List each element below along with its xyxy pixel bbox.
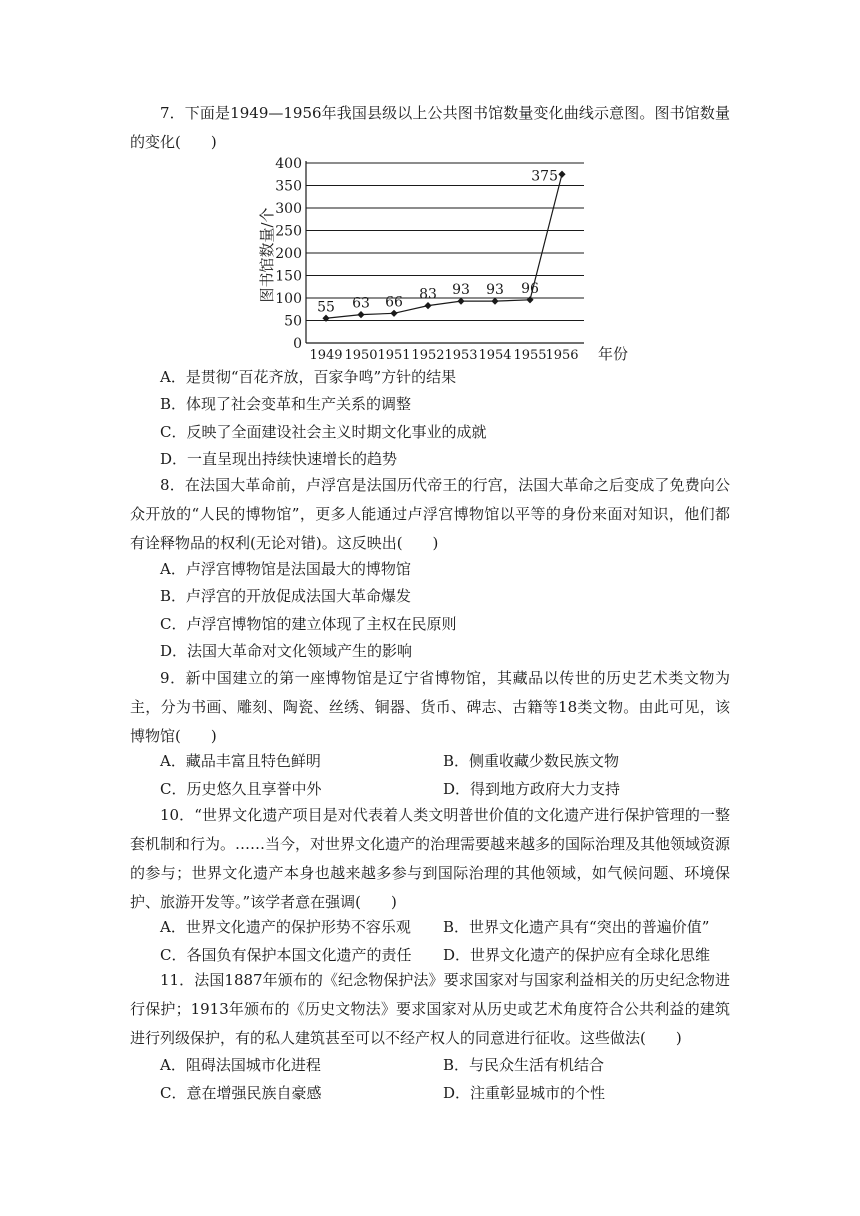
x-tick-label: 1952 <box>411 348 445 363</box>
data-point <box>558 171 565 178</box>
y-tick-label: 200 <box>275 246 302 262</box>
data-point <box>357 311 364 318</box>
data-point <box>457 298 464 305</box>
question-7-stem: 7．下面是1949—1956年我国县级以上公共图书馆数量变化曲线示意图。图书馆数量的变化( ) <box>130 104 730 151</box>
question-10-option-a: A．世界文化遗产的保护形势不容乐观 <box>160 918 411 936</box>
question-11-option-c: C．意在增强民族自豪感 <box>160 1084 322 1102</box>
library-count-chart <box>0 150 860 370</box>
data-point <box>390 310 397 317</box>
question-9-option-c: C．历史悠久且享誉中外 <box>160 780 322 798</box>
x-tick-label: 1955 <box>513 348 547 363</box>
x-tick-label: 1956 <box>545 348 579 363</box>
question-9-option-b: B．侧重收藏少数民族文物 <box>443 752 620 770</box>
x-tick-label: 1954 <box>478 348 512 363</box>
question-7-option-b: B．体现了社会变革和生产关系的调整 <box>160 395 412 413</box>
question-9-stem: 9．新中国建立的第一座博物馆是辽宁省博物馆，其藏品以传世的历史艺术类文物为主，分为书画、雕刻、陶瓷、丝绣、铜器、货币、碑志、古籍等18类文物。由此可见，该博物馆( ) <box>130 669 730 745</box>
y-tick-labels <box>275 156 302 352</box>
x-axis-label: 年份 <box>598 345 629 363</box>
x-tick-labels <box>309 348 578 363</box>
data-label: 375 <box>531 168 558 185</box>
data-point <box>424 302 431 309</box>
y-tick-label: 150 <box>275 268 302 285</box>
question-9-option-d: D．得到地方政府大力支持 <box>443 780 621 798</box>
data-label: 66 <box>385 294 403 311</box>
question-11-option-d: D．注重彰显城市的个性 <box>443 1084 606 1102</box>
question-11-stem: 11．法国1887年颁布的《纪念物保护法》要求国家对与国家利益相关的历史纪念物进行保护；1913年颁布的《历史文物法》要求国家对从历史或艺术角度符合公共利益的建筑进行列级保护，有的私人建筑甚至可以不经产权人的同意进行征收。这些做法( ) <box>130 971 730 1047</box>
data-label: 96 <box>521 280 539 297</box>
question-8-option-c: C．卢浮宫博物馆的建立体现了主权在民原则 <box>160 615 457 633</box>
y-tick-label: 300 <box>275 201 302 217</box>
question-8-option-b: B．卢浮宫的开放促成法国大革命爆发 <box>160 587 412 605</box>
x-tick-label: 1953 <box>444 348 478 363</box>
question-8-stem: 8．在法国大革命前，卢浮宫是法国历代帝王的行宫，法国大革命之后变成了免费向公众开放的“人民的博物馆”，更多人能通过卢浮宫博物馆以平等的身份来面对知识，他们都有诠释物品的权利(无论对错)。这反映出( ) <box>130 476 730 552</box>
data-labels <box>317 168 558 315</box>
question-7-option-a: A．是贯彻“百花齐放，百家争鸣”方针的结果 <box>160 368 457 386</box>
chart-gridlines <box>306 163 584 321</box>
x-tick-label: 1951 <box>377 348 411 363</box>
data-label: 55 <box>317 299 335 316</box>
question-11-option-b: B．与民众生活有机结合 <box>443 1056 605 1074</box>
x-tick-label: 1950 <box>344 348 378 363</box>
question-8-option-d: D．法国大革命对文化领域产生的影响 <box>160 642 413 660</box>
data-label: 63 <box>352 295 370 312</box>
question-10-stem: 10．“世界文化遗产项目是对代表着人类文明普世价值的文化遗产进行保护管理的一整套机制和行为。……当今，对世界文化遗产的治理需要越来越多的国际治理及其他领域资源的参与；世界文化遗产本身也越来越多参与到国际治理的其他领域，如气候问题、环境保护、旅游开发等。”该学者意在强调( ) <box>130 806 731 911</box>
y-tick-label: 350 <box>275 178 302 195</box>
question-7-option-d: D．一直呈现出持续快速增长的趋势 <box>160 450 398 468</box>
question-10-option-d: D．世界文化遗产的保护应有全球化思维 <box>443 946 711 964</box>
question-7-option-c: C．反映了全面建设社会主义时期文化事业的成就 <box>160 423 487 441</box>
y-tick-label: 400 <box>275 156 302 172</box>
question-10-option-c: C．各国负有保护本国文化遗产的责任 <box>160 946 412 964</box>
y-tick-label: 0 <box>293 336 302 352</box>
y-tick-label: 250 <box>275 223 302 240</box>
y-tick-label: 50 <box>284 313 302 330</box>
data-label: 93 <box>452 282 470 299</box>
question-11-option-a: A．阻碍法国城市化进程 <box>160 1056 321 1074</box>
data-label: 93 <box>486 282 504 299</box>
data-point <box>526 296 533 303</box>
y-tick-label: 100 <box>275 291 302 307</box>
x-tick-label: 1949 <box>309 348 343 363</box>
data-point <box>491 298 498 305</box>
question-9-option-a: A．藏品丰富且特色鲜明 <box>160 752 321 770</box>
data-label: 83 <box>419 286 437 303</box>
y-axis-label: 图书馆数量/个 <box>258 207 276 303</box>
question-10-option-b: B．世界文化遗产具有“突出的普遍价值” <box>443 918 710 936</box>
question-8-option-a: A．卢浮宫博物馆是法国最大的博物馆 <box>160 560 411 578</box>
